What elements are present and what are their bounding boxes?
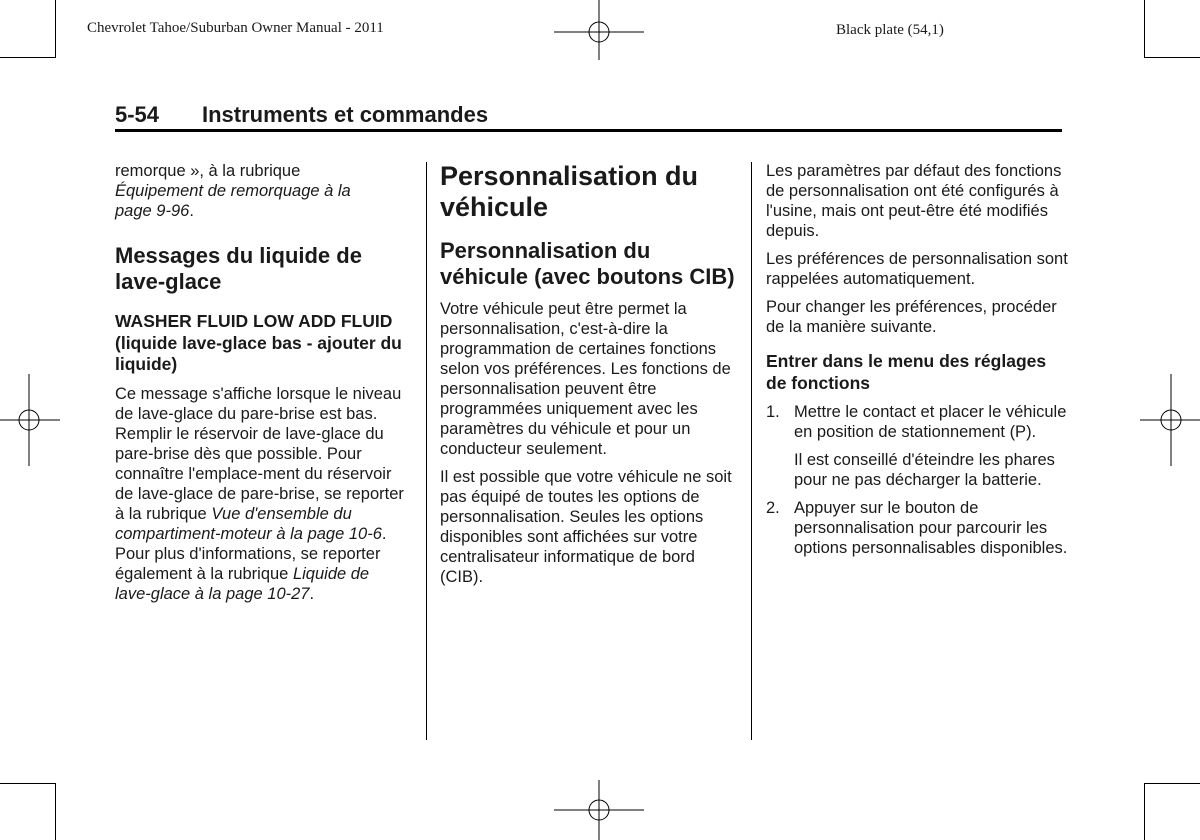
chapter-heading: Personnalisation du véhicule — [440, 161, 699, 222]
column-divider — [426, 162, 427, 740]
column-middle — [440, 161, 740, 595]
step-text: Appuyer sur le bouton de personnalisation pour parcourir les options personnalisables disponibles. — [794, 499, 1068, 557]
registration-mark-icon — [554, 0, 644, 60]
body-paragraph: Il est possible que votre véhicule ne soit pas équipé de toutes les options de personnalisation. Seules les options disponibles sont affichées sur votre centralisateur informatique de bord (CIB). — [440, 468, 732, 586]
continued-paragraph: remorque », à la rubrique Équipement de remorquage à la page 9-96. — [115, 161, 405, 221]
crop-mark — [55, 0, 56, 58]
page-number: 5-54 — [115, 102, 160, 127]
page-header — [115, 102, 1062, 130]
crop-mark — [1144, 0, 1145, 58]
column-divider — [751, 162, 752, 740]
body-paragraph: Votre véhicule peut être permet la personnalisation, c'est-à-dire la programmation de certaines fonctions selon vos préférences. Les fonctions de personnalisation peuvent être programmées uniquement avec les paramètres du véhicule et pour un conducteur seulement. — [440, 300, 731, 458]
step-note: Il est conseillé d'éteindre les phares pour ne pas décharger la batterie. — [794, 451, 1055, 489]
cross-reference: page 9-96 — [115, 202, 190, 220]
body-paragraph: Pour changer les préférences, procéder de la manière suivante. — [766, 298, 1057, 336]
procedure-steps — [766, 402, 1071, 558]
registration-mark-icon — [554, 780, 644, 840]
list-item — [766, 498, 1071, 558]
crop-mark — [1144, 57, 1200, 58]
plate-label: Black plate (54,1) — [836, 22, 944, 38]
registration-mark-icon — [1140, 374, 1200, 466]
header-rule — [115, 129, 1062, 132]
column-right — [766, 161, 1071, 566]
section-heading: Messages du liquide de lave-glace — [115, 243, 362, 294]
crop-mark — [55, 783, 56, 840]
body-paragraph: Ce message s'affiche lorsque le niveau de lave-glace du pare-brise est bas. Remplir le réservoir de lave-glace du pare-brise dès que possible. Pour connaître l'emplace-ment du réservoir de lave-glace de pare-brise, se reporter à la rubrique Vue d'ensemble du compartiment-moteur à la page 10-6. Pour plus d'informations, se reporter également à la rubrique Liquide de lave-glace à la page 10-27. — [115, 384, 404, 603]
step-number: 2. — [766, 499, 780, 517]
crop-mark — [1144, 783, 1145, 840]
cross-reference: Vue d'ensemble du compartiment-moteur à la page 10-6 — [115, 504, 382, 543]
procedure-heading: Entrer dans le menu des réglages de fonctions — [766, 351, 1047, 393]
cross-reference: Équipement de remorquage à la — [115, 182, 351, 200]
list-item — [766, 402, 1071, 490]
step-number: 1. — [766, 403, 780, 421]
crop-mark — [0, 783, 56, 784]
section-heading: Personnalisation du véhicule (avec boutons CIB) — [440, 238, 735, 289]
manual-title: Chevrolet Tahoe/Suburban Owner Manual - 2011 — [87, 20, 384, 36]
registration-mark-icon — [0, 374, 60, 466]
body-paragraph: Les préférences de personnalisation sont rappelées automatiquement. — [766, 250, 1068, 288]
step-text: Mettre le contact et placer le véhicule en position de stationnement (P). — [794, 403, 1067, 441]
body-paragraph: Les paramètres par défaut des fonctions de personnalisation ont été configurés à l'usine, mais ont peut-être été modifiés depuis. — [766, 162, 1062, 240]
section-title: Instruments et commandes — [202, 102, 489, 127]
message-heading: WASHER FLUID LOW ADD FLUID (liquide lave-glace bas - ajouter du liquide) — [115, 311, 402, 374]
column-left — [115, 161, 405, 612]
cross-reference: Liquide de lave-glace à la page 10-27 — [115, 564, 370, 603]
crop-mark — [1144, 783, 1200, 784]
crop-mark — [0, 57, 56, 58]
